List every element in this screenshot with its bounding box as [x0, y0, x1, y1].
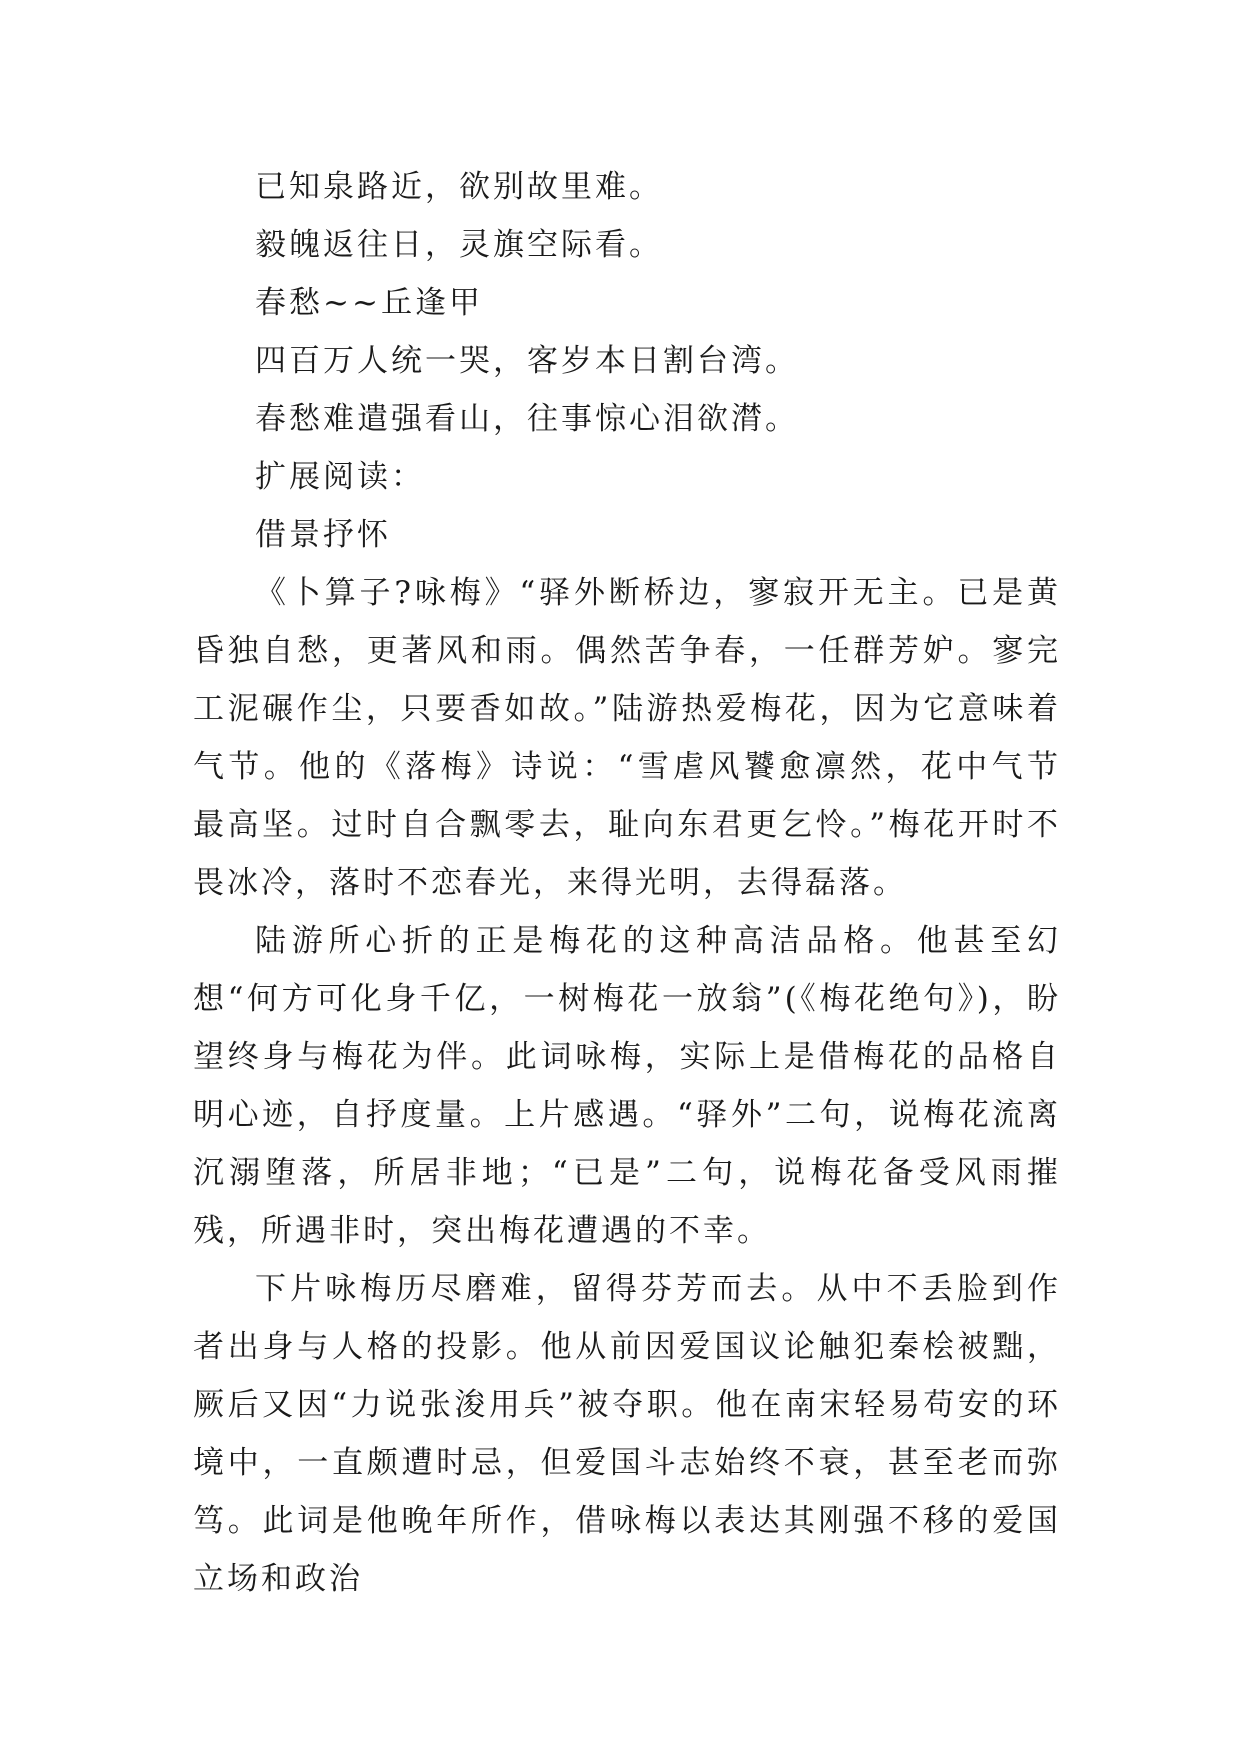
section-subheading: 借景抒怀	[255, 517, 391, 553]
poem-line: 毅魄返往日，灵旗空际看。	[255, 227, 663, 263]
document-body	[193, 158, 1061, 1608]
poem-line: 已知泉路近，欲别故里难。	[255, 169, 663, 205]
poem-line: 春愁难遣强看山，往事惊心泪欲潸。	[255, 401, 799, 437]
body-paragraph: 陆游所心折的正是梅花的这种高洁品格。他甚至幻想“何方可化身千亿，一树梅花一放翁”(《梅花绝句》)，盼望终身与梅花为伴。此词咏梅，实际上是借梅花的品格自明心迹，自抒度量。上片感遇。“驿外”二句，说梅花流离沉溺堕落，所居非地；“已是”二句，说梅花备受风雨摧残，所遇非时，突出梅花遭遇的不幸。	[193, 923, 1061, 1249]
section-heading: 扩展阅读：	[255, 459, 425, 495]
poem-line: 四百万人统一哭，客岁本日割台湾。	[255, 343, 799, 379]
poem-title: 春愁~~丘逢甲	[255, 285, 483, 321]
body-paragraph: 下片咏梅历尽磨难，留得芬芳而去。从中不丢脸到作者出身与人格的投影。他从前因爱国议论触犯秦桧被黜，厥后又因“力说张浚用兵”被夺职。他在南宋轻易苟安的环境中，一直颇遭时忌，但爱国斗志始终不衰，甚至老而弥笃。此词是他晚年所作，借咏梅以表达其刚强不移的爱国立场和政治	[193, 1271, 1061, 1597]
body-paragraph: 《卜算子?咏梅》“驿外断桥边，寥寂开无主。已是黄昏独自愁，更著风和雨。偶然苦争春，一任群芳妒。寥完工泥碾作尘，只要香如故。”陆游热爱梅花，因为它意味着气节。他的《落梅》诗说：“雪虐风饕愈凛然，花中气节最高坚。过时自合飘零去，耻向东君更乞怜。”梅花开时不畏冰冷，落时不恋春光，来得光明，去得磊落。	[193, 575, 1061, 901]
